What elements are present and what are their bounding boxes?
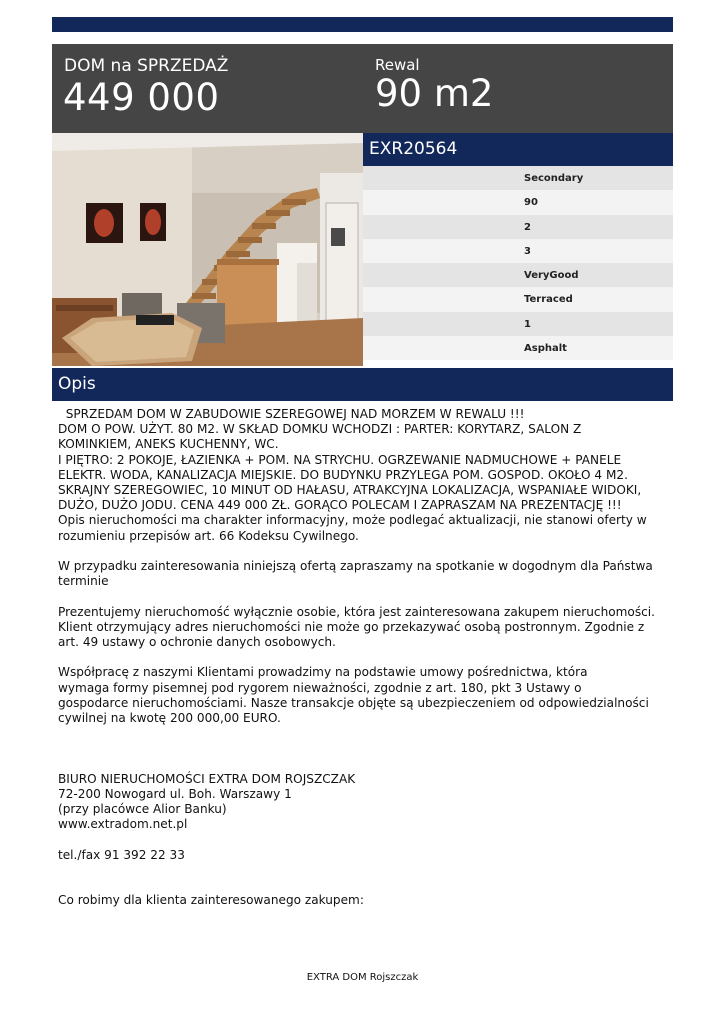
property-value: 3 xyxy=(524,245,531,257)
listing-price: 449 000 xyxy=(63,76,220,119)
description-line: Co robimy dla klienta zainteresowanego zakupem: xyxy=(58,893,364,908)
description-line: SKRAJNY SZEREGOWIEC, 10 MINUT OD HAŁASU, ATRAKCYJNA LOKALIZACJA, WSPANIAŁE WIDOKI, xyxy=(58,483,642,498)
property-row xyxy=(363,287,673,311)
description-line: KOMINKIEM, ANEKS KUCHENNY, WC. xyxy=(58,437,279,452)
properties-table xyxy=(363,166,673,360)
description-blank-line xyxy=(58,741,668,756)
description-line: rozumieniu przepisów art. 66 Kodeksu Cywilnego. xyxy=(58,528,359,543)
property-value: Terraced xyxy=(524,294,573,306)
listing-type: DOM na SPRZEDAŻ xyxy=(64,56,229,76)
description-line: art. 49 ustawy o ochronie danych osobowych. xyxy=(58,635,336,650)
description-line: DUŻO, DUŻO JODU. CENA 449 000 ZŁ. GORĄCO POLECAM I ZAPRASZAM NA PREZENTACJĘ !!! xyxy=(58,498,622,513)
description-blank-line xyxy=(58,833,668,848)
description-line: W przypadku zainteresowania niniejszą ofertą zapraszamy na spotkanie w dogodnym dla Państwa xyxy=(58,559,653,574)
description-line: SPRZEDAM DOM W ZABUDOWIE SZEREGOWEJ NAD MORZEM W REWALU !!! xyxy=(58,407,525,421)
description-line: 72-200 Nowogard ul. Boh. Warszawy 1 xyxy=(58,786,292,801)
property-row xyxy=(363,190,673,214)
property-row xyxy=(363,312,673,336)
description-section-bar xyxy=(52,368,673,401)
description-blank-line xyxy=(58,863,668,878)
property-photo xyxy=(52,133,363,366)
description-line: Współpracę z naszymi Klientami prowadzimy na podstawie umowy pośrednictwa, która xyxy=(58,665,588,680)
description-text xyxy=(58,407,668,909)
description-line: wymaga formy pisemnej pod rygorem nieważności, zgodnie z art. 180, pkt 3 Ustawy o xyxy=(58,680,582,695)
property-row xyxy=(363,239,673,263)
page-footer: EXTRA DOM Rojszczak xyxy=(306,972,419,983)
description-blank-line xyxy=(58,757,668,772)
description-line: DOM O POW. UŻYT. 80 M2. W SKŁAD DOMKU WCHODZI : PARTER: KORYTARZ, SALON Z xyxy=(58,422,582,437)
description-blank-line xyxy=(58,650,668,665)
property-row xyxy=(363,336,673,360)
property-value: 1 xyxy=(524,318,531,330)
property-row xyxy=(363,215,673,239)
description-line: BIURO NIERUCHOMOŚCI EXTRA DOM ROJSZCZAK xyxy=(58,771,356,786)
description-line: www.extradom.net.pl xyxy=(58,817,188,832)
description-line: I PIĘTRO: 2 POKOJE, ŁAZIENKA + POM. NA STRYCHU. OGRZEWANIE NADMUCHOWE + PANELE xyxy=(58,452,622,467)
description-blank-line xyxy=(58,878,668,893)
reference-number: EXR20564 xyxy=(369,139,458,159)
description-line: (przy placówce Alior Banku) xyxy=(58,802,227,817)
section-title: Opis xyxy=(58,374,96,394)
description-line: Klient otrzymujący adres nieruchomości nie może go przekazywać osobą postronnym. Zgodnie z xyxy=(58,619,645,634)
description-line: Opis nieruchomości ma charakter informacyjny, może podlegać aktualizacji, nie stanowi oferty w xyxy=(58,513,647,528)
property-value: Secondary xyxy=(524,173,584,184)
description-blank-line xyxy=(58,726,668,741)
description-line: cywilnej na kwotę 200 000,00 EURO. xyxy=(58,711,281,726)
description-line: gospodarce nieruchomościami. Nasze transakcje objęte są ubezpieczeniem od odpowiedzialności xyxy=(58,695,649,710)
top-accent-bar xyxy=(52,17,673,32)
listing-header xyxy=(52,44,673,133)
description-blank-line xyxy=(58,589,668,604)
property-row xyxy=(363,166,673,190)
description-line: ELEKTR. WODA, KANALIZACJA MIEJSKIE. DO BUDYNKU PRZYLEGA POM. GOSPOD. OKOŁO 4 M2. xyxy=(58,467,628,482)
listing-area: 90 m2 xyxy=(375,72,494,115)
property-value: Asphalt xyxy=(524,343,567,355)
description-line: terminie xyxy=(58,574,109,589)
property-row xyxy=(363,263,673,287)
listing-location: Rewal xyxy=(375,56,420,74)
property-value: VeryGood xyxy=(524,270,579,282)
property-value: 2 xyxy=(524,221,531,233)
property-value: 90 xyxy=(524,197,538,209)
description-line: tel./fax 91 392 22 33 xyxy=(58,847,185,862)
reference-bar xyxy=(363,133,673,166)
description-blank-line xyxy=(58,544,668,559)
description-line: Prezentujemy nieruchomość wyłącznie osobie, która jest zainteresowana zakupem nieruchomości. xyxy=(58,604,655,619)
